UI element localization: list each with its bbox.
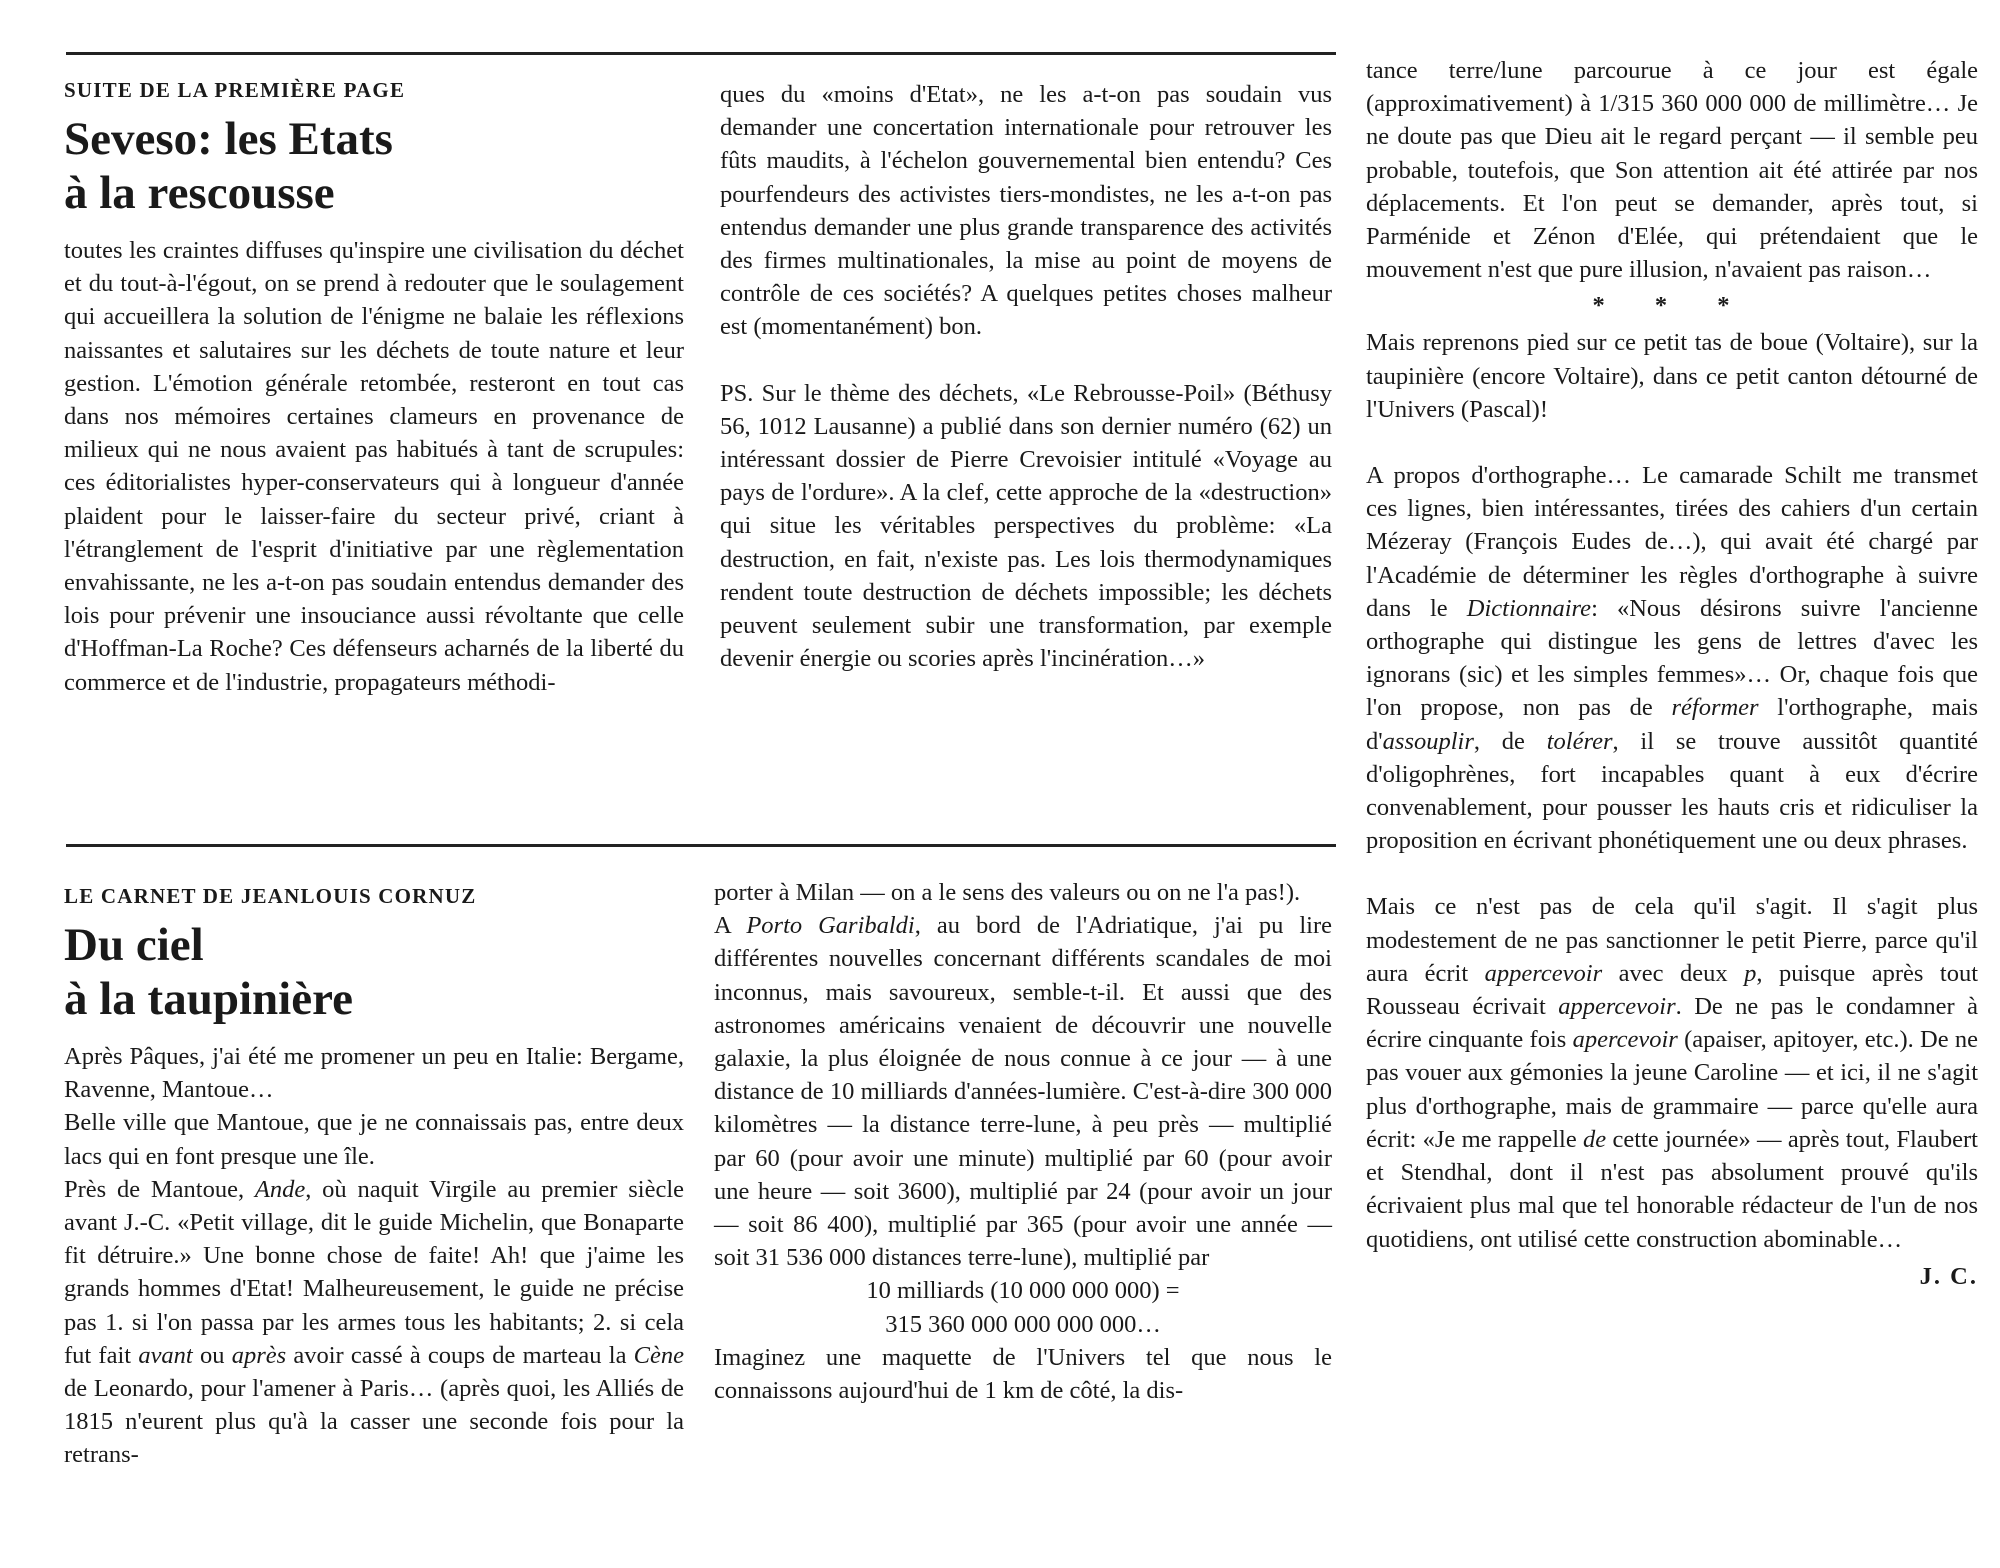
section-break-stars: * * * [1592,292,1752,320]
article2-paragraph: Imaginez une maquette de l'Univers tel que nous le connaissons aujourd'hui de 1 km de côté, la dis- [714,1343,1332,1405]
article1-kicker: SUITE DE LA PREMIÈRE PAGE [64,78,406,102]
article2-column-3 [1366,54,1978,1293]
article2-paragraph: Après Pâques, j'ai été me promener un peu en Italie: Bergame, Ravenne, Mantoue… [64,1043,684,1104]
article1-headline [64,112,684,220]
article2-paragraph: Près de Mantoue, Ande, où naquit Virgile au premier siècle avant J.-C. «Petit village, dit le guide Michelin, que Bonaparte fit détruire.» Une bonne chose de faite! Ah! que j'aime les grands hommes d'Etat! Malheureusement, le guide ne précise pas 1. si l'on passa par les armes tous les habitants; 2. si cela fut fait avant ou après avoir cassé à coups de marteau la Cène de Leonardo, pour l'amener à Paris… (après quoi, les Alliés de 1815 n'eurent plus qu'à la casser une seconde fois pour la retrans- [64,1175,684,1469]
article1-column-1 [64,76,684,699]
article2-headline [64,918,684,1026]
author-signature: J. C. [1919,1262,1978,1290]
article2-headline-line2: à la taupinière [64,973,353,1025]
article2-column-1 [64,882,684,1472]
article2-paragraph: tance terre/lune parcourue à ce jour est égale (approximativement) à 1/315 360 000 000 de millimètre… Je ne doute pas que Dieu ait le regard perçant — il semble peu probable, toutefois, que Son attention ait été attirée par nos déplacements. Et l'on peut se demander, après tout, si Parménide et Zénon d'Elée, qui prétendaient que le mouvement n'est que pure illusion, n'avaient pas raison… [1366,57,1978,284]
article2-paragraph: Mais ce n'est pas de cela qu'il s'agit. Il s'agit plus modestement de ne pas sanctionner le petit Pierre, parce qu'il aura écrit appercevoir avec deux p, puisque après tout Rousseau écrivait appercevoir. De ne pas le condamner à écrire cinquante fois apercevoir (apaiser, apitoyer, etc.). De ne pas vouer aux gémonies la jeune Caroline — et ici, il ne s'agit plus d'orthographe, mais de grammaire — parce qu'elle aura écrit: «Je me rappelle de cette journée» — après tout, Flaubert et Stendhal, dont il n'est pas absolument prouvé qu'ils écrivaient plus mal que tel honorable rédacteur de l'un de nos quotidiens, ont utilisé cette construction abominable… [1366,893,1979,1253]
article2-paragraph: porter à Milan — on a le sens des valeurs ou on ne l'a pas!). [714,879,1301,906]
article2-paragraph: Belle ville que Mantoue, que je ne connaissais pas, entre deux lacs qui en font presque une île. [64,1109,684,1170]
middle-rule [66,844,1336,847]
article1-headline-line1: Seveso: les Etats [64,113,393,165]
article1-body-text: toutes les craintes diffuses qu'inspire une civilisation du déchet et du tout-à-l'égout, on se prend à redouter que le soulagement qui accueillera la solution de l'énigme ne balaie les réflexions naissantes et salutaires sur les déchets de toute nature et leur gestion. L'émotion générale retombée, resteront en tout cas dans nos mémoires certaines clameurs en provenance de milieux qui ne nous avaient pas habitués à tant de scrupules: ces éditorialistes hyper-conservateurs qui à longueur d'année plaident pour le laisser-faire du secteur privé, criant à l'étranglement de l'esprit d'initiative par une règlementation envahissante, ne les a-t-on pas soudain entendus demander des lois pour prévenir une insouciance aussi révoltante que celle d'Hoffman-La Roche? Ces défenseurs acharnés de la liberté du commerce et de l'industrie, propagateurs méthodi- [64,237,684,696]
article1-headline-line2: à la rescousse [64,167,335,219]
article2-paragraph: Mais reprenons pied sur ce petit tas de boue (Voltaire), sur la taupinière (encore Voltaire), dans ce petit canton détourné de l'Univers (Pascal)! [1366,329,1978,423]
calculation-line-1: 10 milliards (10 000 000 000) = [866,1277,1180,1305]
article1-body-text-continued: ques du «moins d'Etat», ne les a-t-on pas soudain vus demander une concertation internationale pour retrouver les fûts maudits, à l'échelon gouvernemental bien entendu? Ces pourfendeurs des activistes tiers-mondistes, ne les a-t-on pas entendus demander une plus grande transparence des activités des firmes multinationales, la mise au point de moyens de contrôle de ces sociétés? A quelques petites choses malheur est (momentanément) bon. [720,81,1332,341]
article2-headline-line1: Du ciel [64,919,204,971]
article2-paragraph: A Porto Garibaldi, au bord de l'Adriatique, j'ai pu lire différentes nouvelles concernant différents scandales de moi inconnus, mais savoureux, semble-t-il. Et aussi que des astronomes américains venaient de découvrir une nouvelle galaxie, la plus éloignée de nous connue à ce jour — à une distance de 10 milliards d'années-lumière. C'est-à-dire 300 000 kilomètres — la distance terre-lune, à peu près — multiplié par 60 (pour avoir une minute) multiplié par 60 (pour avoir une heure — soit 3600), multiplié par 24 (pour avoir un jour — soit 86 400), multiplié par 365 (pour avoir une année — soit 31 536 000 distances terre-lune), multiplié par [714,912,1332,1272]
article2-paragraph: A propos d'orthographe… Le camarade Schilt me transmet ces lignes, bien intéressantes, tirées des cahiers d'un certain Mézeray (François Eudes de…), qui avait été chargé par l'Académie de déterminer les règles d'orthographe à suivre dans le Dictionnaire: «Nous désirons suivre l'ancienne orthographe qui distingue les gens de lettres d'avec les ignorans (sic) et les simples femmes»… Or, chaque fois que l'on propose, non pas de réformer l'orthographe, mais d'assouplir, de tolérer, il se trouve aussitôt quantité d'oligophrènes, fort incapables quant à eux d'écrire convenablement, pour pousser les hauts cris et ridiculiser la proposition en écrivant phonétiquement une ou deux phrases. [1366,462,1978,855]
article2-kicker: LE CARNET DE JEANLOUIS CORNUZ [64,884,477,908]
top-rule [66,52,1336,55]
article1-postscript: PS. Sur le thème des déchets, «Le Rebrousse-Poil» (Béthusy 56, 1012 Lausanne) a publié dans son dernier numéro (62) un intéressant dossier de Pierre Crevoisier intitulé «Voyage au pays de l'ordure». A la clef, cette approche de la «destruction» qui situe les véritables perspectives du problème: «La destruction, en fait, n'existe pas. Les lois thermodynamiques rendent toute destruction de déchets impossible; les déchets peuvent seulement subir une transformation, par exemple devenir énergie ou scories après l'incinération…» [720,379,1332,673]
article2-column-2 [714,876,1332,1407]
article1-column-2 [720,78,1332,675]
calculation-line-2: 315 360 000 000 000 000… [885,1310,1161,1338]
